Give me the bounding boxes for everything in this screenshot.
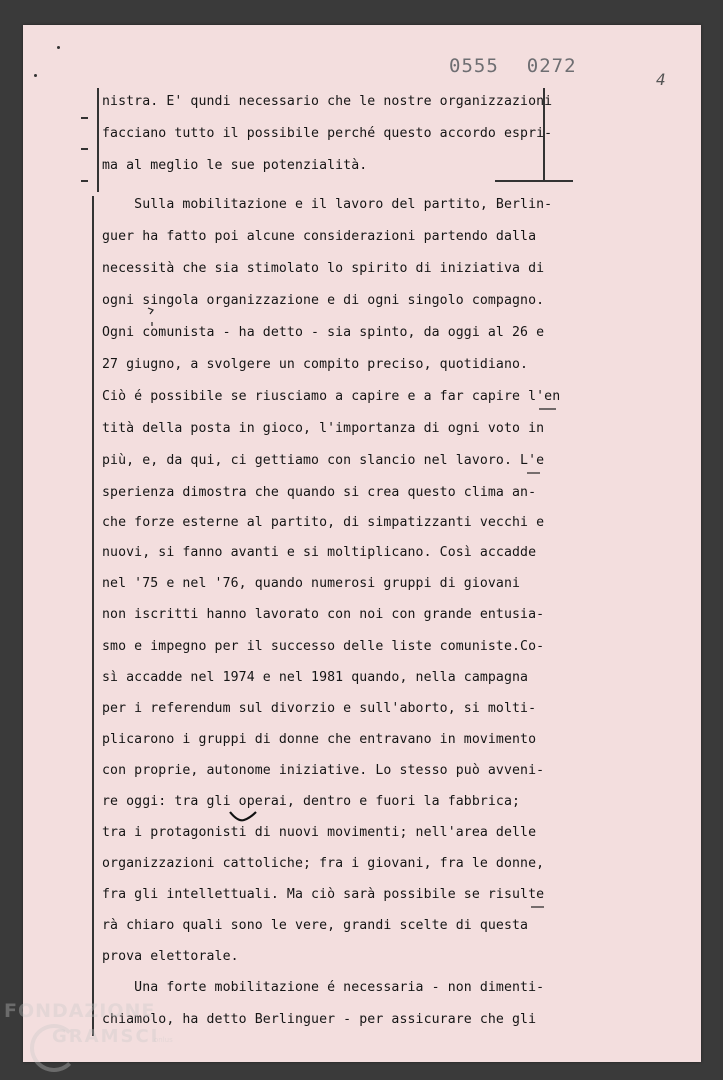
- text-line: Ciò é possibile se riusciamo a capire e a far capire l'en: [102, 389, 561, 404]
- text-line: chiamolo, ha detto Berlinguer - per assicurare che gli: [102, 1012, 537, 1027]
- text-line: 27 giugno, a svolgere un compito preciso, quotidiano.: [102, 357, 529, 372]
- text-line: con proprie, autonome iniziative. Lo stesso può avveni-: [102, 763, 545, 778]
- archive-number-left: 0555: [449, 55, 499, 77]
- margin-bracket-line: [495, 180, 573, 182]
- archive-number: [449, 55, 605, 77]
- ink-dot: [57, 46, 60, 49]
- text-line: facciano tutto il possibile perché questo accordo espri-: [102, 126, 553, 141]
- text-line: smo e impegno per il successo delle liste comuniste.Co-: [102, 639, 545, 654]
- handwritten-mark: [140, 300, 164, 330]
- margin-dash: [81, 180, 88, 182]
- text-line: Una forte mobilitazione é necessaria - non dimenti-: [102, 980, 545, 995]
- text-line: re oggi: tra gli operai, dentro e fuori la fabbrica;: [102, 794, 521, 809]
- text-line: tità della posta in gioco, l'importanza di ogni voto in: [102, 421, 545, 436]
- text-line: prova elettorale.: [102, 949, 239, 964]
- handwritten-underline: [526, 456, 542, 476]
- text-line: sperienza dimostra che quando si crea questo clima an-: [102, 485, 537, 500]
- text-line: fra gli intellettuali. Ma ciò sarà possibile se risulte: [102, 887, 545, 902]
- handwritten-page-mark: 4: [656, 70, 666, 89]
- handwritten-underline: [538, 392, 558, 412]
- text-line: organizzazioni cattoliche; fra i giovani, fra le donne,: [102, 856, 545, 871]
- text-line: nistra. E' qundi necessario che le nostre organizzazioni: [102, 94, 553, 109]
- margin-dash: [81, 148, 88, 150]
- text-line: tra i protagonisti di nuovi movimenti; nell'area delle: [102, 825, 537, 840]
- archive-number-right: 0272: [526, 55, 577, 77]
- text-line: guer ha fatto poi alcune considerazioni partendo dalla: [102, 229, 537, 244]
- handwritten-caret: [228, 808, 260, 828]
- text-line: plicarono i gruppi di donne che entravano in movimento: [102, 732, 537, 747]
- text-line: Ogni comunista - ha detto - sia spinto, da oggi al 26 e: [102, 325, 545, 340]
- document-page: [23, 25, 701, 1062]
- watermark-logo: FONDAZIONE GRAMSCI onlus: [4, 1000, 155, 1022]
- text-line: non iscritti hanno lavorato con noi con grande entusia-: [102, 607, 545, 622]
- text-line: necessità che sia stimolato lo spirito di iniziativa di: [102, 261, 545, 276]
- margin-bracket-line: [92, 196, 94, 1036]
- text-line: più, e, da qui, ci gettiamo con slancio nel lavoro. L'e: [102, 453, 545, 468]
- text-line: Sulla mobilitazione e il lavoro del partito, Berlin-: [102, 197, 553, 212]
- ink-dot: [34, 74, 37, 77]
- handwritten-underline: [530, 890, 546, 910]
- text-line: nuovi, si fanno avanti e si moltiplicano. Così accadde: [102, 545, 537, 560]
- text-line: nel '75 e nel '76, quando numerosi gruppi di giovani: [102, 576, 521, 591]
- text-line: ma al meglio le sue potenzialità.: [102, 158, 368, 173]
- margin-bracket-line: [97, 88, 99, 192]
- text-line: rà chiaro quali sono le vere, grandi scelte di questa: [102, 918, 529, 933]
- margin-dash: [81, 117, 88, 119]
- text-line: sì accadde nel 1974 e nel 1981 quando, nella campagna: [102, 670, 529, 685]
- text-line: per i referendum sul divorzio e sull'aborto, si molti-: [102, 701, 537, 716]
- text-line: che forze esterne al partito, di simpatizzanti vecchi e: [102, 515, 545, 530]
- text-line: ogni singola organizzazione e di ogni singolo compagno.: [102, 293, 545, 308]
